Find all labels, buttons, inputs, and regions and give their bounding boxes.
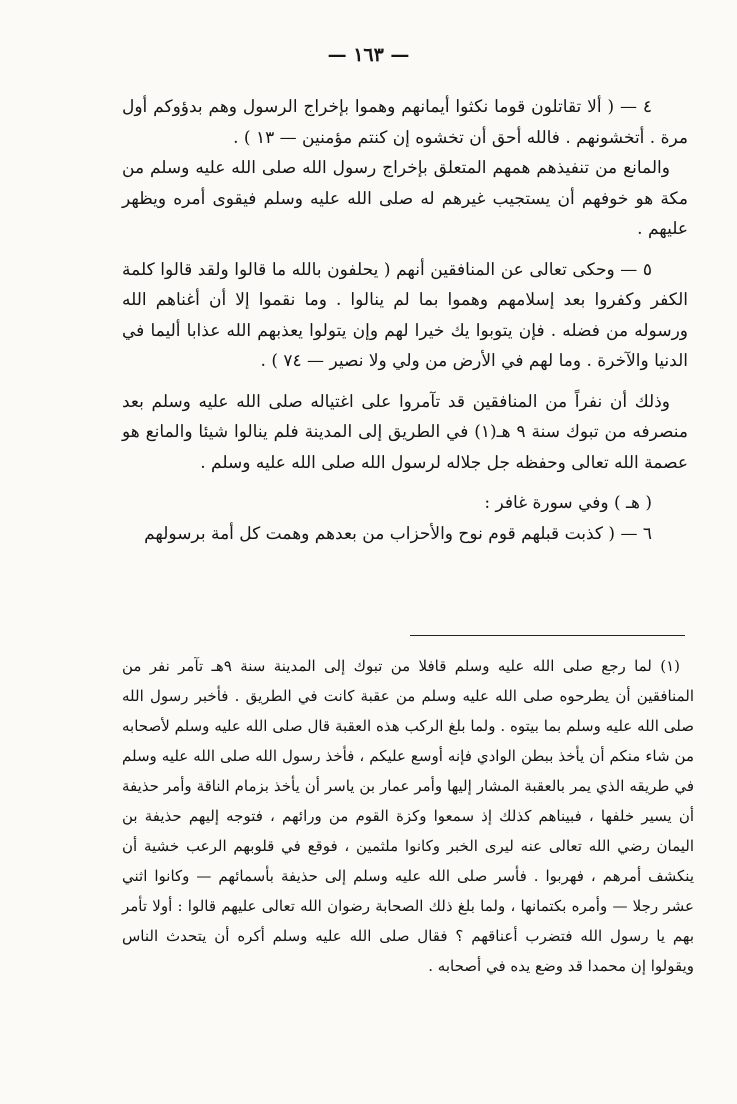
commentary-paragraph: وذلك أن نفراً من المنافقين قد تآمروا على اغتياله صلى الله عليه وسلم بعد منصرفه من تبوك سنة ٩ هـ(١) في الطريق إلى المدينة فلم ينالوا شيئا والمانع هو عصمة الله تعالى وحفظه جل جلاله لرسول الله صلى الله عليه وسلم . (122, 391, 689, 473)
page-number: — ١٦٣ — (327, 44, 410, 66)
commentary-paragraph: والمانع من تنفيذهم همهم المتعلق بإخراج رسول الله صلى الله عليه وسلم من مكة هو خوفهم أن يستجيب غيرهم له صلى الله عليه وسلم فيقوى أمره ويظهر عليهم . (122, 158, 688, 239)
footnote-text: (١) لما رجع صلى الله عليه وسلم قافلا من تبوك إلى المدينة سنة ٩هـ تآمر نفر من المنافقين أن يطرحوه صلى الله عليه وسلم من عقبة كانت في الطريق . فأخبر رسول الله صلى الله عليه وسلم بما بيتوه . ولما بلغ الركب هذه العقبة قال صلى الله عليه وسلم لأصحابه من شاء منكم أن يأخذ ببطن الوادي فإنه أوسع عليكم ، فأخذ رسول الله صلى الله عليه وسلم في طريقه الذي يمر بالعقبة المشار إليها وأمر عمار بن ياسر أن يأخذ بزمام الناقة وأمر حذيفة أن يسير خلفها ، فبيناهم كذلك إذ سمعوا وكزة القوم من ورائهم ، فتوجه إليهم حذيفة بن اليمان رضي الله تعالى عنه ليرى الخبر وكانوا ملثمين ، فوقع في قلوبهم الرعب خشية أن ينكشف أمرهم ، فهربوا . فأسر صلى الله عليه وسلم إلى حذيفة بأسمائهم — وكانوا اثني عشر رجلا — وأمره بكتمانها ، ولما بلغ ذلك الصحابة رضوان الله تعالى عليهم قالوا : أولا تأمر بهم يا رسول الله فتضرب أعناقهم ؟ فقال صلى الله عليه وسلم أكره أن يتحدث الناس ويقولوا إن محمدا قد وضع يده في أصحابه . (122, 657, 694, 975)
verse-4-paragraph: ٤ — ( ألا تقاتلون قوما نكثوا أيمانهم وهموا بإخراج الرسول وهم بدؤوكم أول مرة . أتخشونهم . فالله أحق أن تخشوه إن كنتم مؤمنين — ١٣ ) . (122, 97, 688, 148)
footnote-divider (410, 635, 685, 636)
verse-6-paragraph: ٦ — ( كذبت قبلهم قوم نوح والأحزاب من بعدهم وهمت كل أمة برسولهم (144, 523, 652, 544)
section-heading: ( هـ ) وفي سورة غافر : (484, 493, 652, 513)
main-text (122, 92, 688, 549)
verse-5-paragraph: ٥ — وحكى تعالى عن المنافقين أنهم ( يحلفون بالله ما قالوا ولقد قالوا كلمة الكفر وكفروا بعد إسلامهم وهموا بما لم ينالوا . وما نقموا إلا أن أغناهم الله ورسوله من فضله . فإن يتوبوا يك خيرا لهم وإن يتولوا يعذبهم الله عذابا أليما في الدنيا والآخرة . وما لهم في الأرض من ولي ولا نصير — ٧٤ ) . (122, 259, 688, 371)
footnote (122, 651, 694, 981)
